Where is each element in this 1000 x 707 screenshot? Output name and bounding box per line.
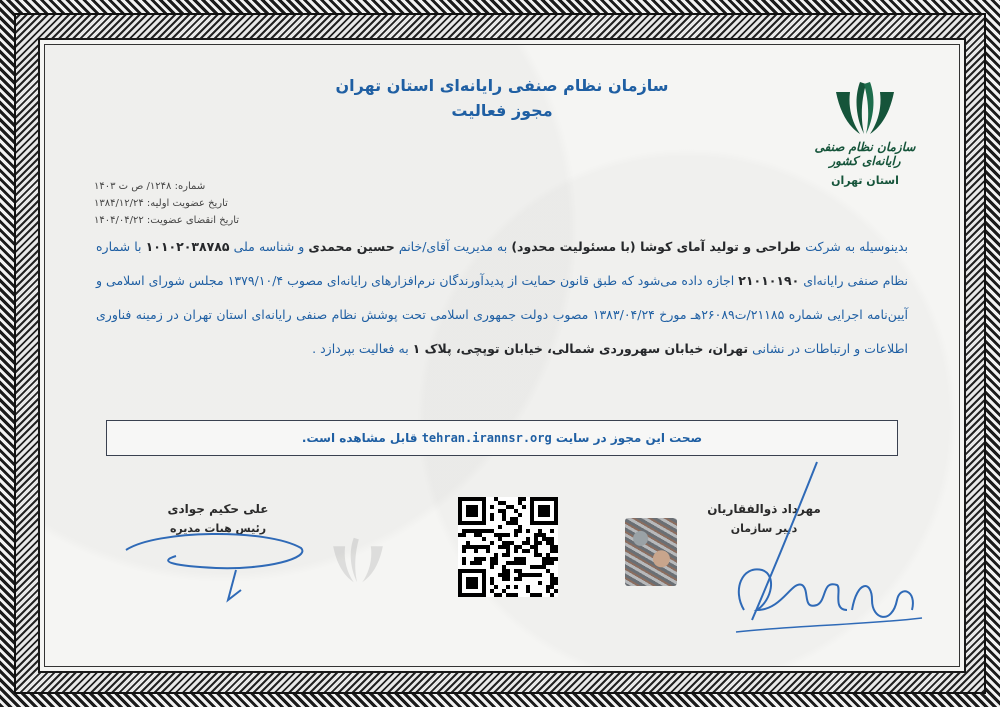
company-name: طراحی و تولید آمای کوشا (با مسئولیت محدود) [511,239,802,254]
secretary-name: مهرداد ذوالفقاریان [707,502,821,516]
secretary-signature-icon [722,460,932,640]
body-intro: بدینوسیله به شرکت [801,239,908,254]
chairman-role: رئیس هیات مدیره [169,522,267,535]
address: تهران، خیابان سهروردی شمالی، خیابان توپچی، پلاک ۱ [412,341,749,356]
secretary-role: دبیر سازمان [730,522,798,535]
org-title: سازمان نظام صنفی رایانه‌ای استان تهران [335,76,669,95]
logo-watermark-icon [328,530,388,594]
member-number: ۲۱۰۱۰۱۹۰ [738,273,800,288]
body-manager-label: به مدیریت آقای/خانم [394,239,512,254]
membership-expiry-date: تاریخ انقضای عضویت: ۱۴۰۴/۰۴/۲۲ [94,215,240,226]
verification-qr-code[interactable] [458,497,558,597]
org-logo [800,78,930,187]
certificate-body [96,230,908,366]
national-id: ۱۰۱۰۲۰۳۸۷۸۵ [145,239,230,254]
meta-info [94,178,239,229]
doc-title: مجوز فعالیت [451,101,553,120]
logo-branch: استان تهران [831,174,899,187]
verification-box [106,420,898,456]
qr-code-icon [458,497,558,597]
body-member-label: با شماره نظام صنفی رایانه‌ای [96,239,908,288]
chairman-signature-icon [116,510,316,605]
chairman-name: علی حکیم جوادی [167,502,269,516]
body-national-id-label: و شناسه ملی [229,239,309,254]
initial-membership-date: تاریخ عضویت اولیه: ۱۳۸۴/۱۲/۲۴ [94,198,228,209]
verify-suffix: قابل مشاهده است. [301,431,422,445]
certificate-paper [38,38,966,673]
verify-site-link[interactable]: tehran.irannsr.org [421,431,552,445]
logo-mark-icon [830,78,900,138]
verify-prefix: صحت این مجوز در سایت [551,431,703,445]
hologram-seal [625,518,677,586]
logo-org-name: سازمان نظام صنفی رایانه‌ای کشور [814,140,916,168]
body-closing: به فعالیت بپردازد . [312,341,413,356]
body-legal-text: اجازه داده می‌شود که طبق قانون حمایت از پدیدآورندگان نرم‌افزارهای رایانه‌ای مصوب ۱۳۷۹/۱۰/۴ مجلس شورای اسلامی و آیین‌نامه اجرایی شماره ۲۱۱۸۵/ت۲۶۰۸۹هـ مورخ ۱۳۸۳/۰۴/۲۴ مصوب دولت جمهوری اسلامی تحت پوشش نظام صنفی رایانه‌ای استان تهران در زمینه فناوری اطلاعات و ارتباطات در نشانی [96,273,908,356]
manager-name: حسین محمدی [308,239,395,254]
certificate-number: شماره: ۱۲۴۸/ ص ت ۱۴۰۳ [94,181,206,192]
